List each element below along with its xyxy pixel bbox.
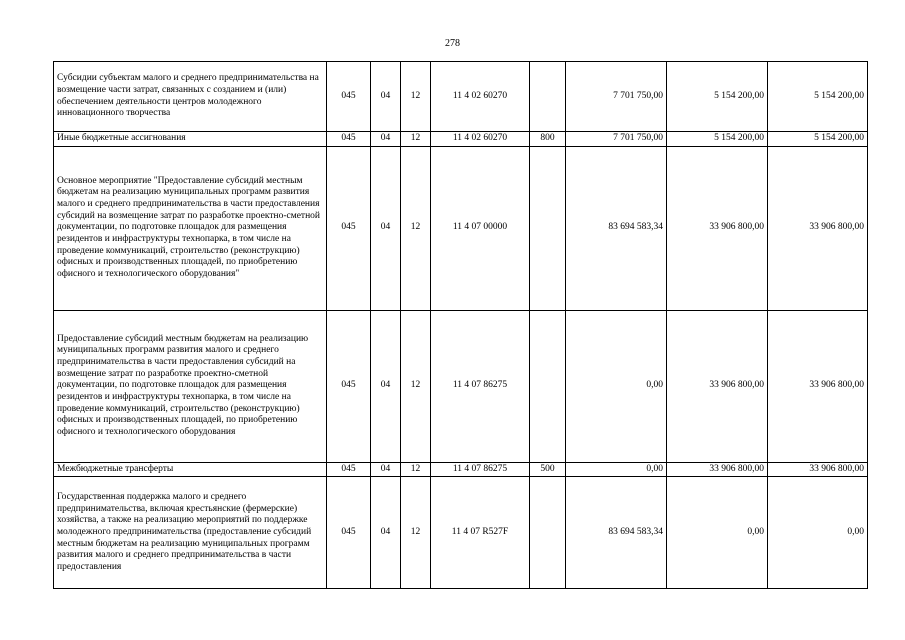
sum-year2-cell: 33 906 800,00 [667,462,768,477]
section-cell: 04 [371,462,401,477]
expense-type-cell: 800 [530,132,566,147]
section-cell: 04 [371,62,401,132]
sum-year1-cell: 0,00 [566,462,667,477]
sum-year3-cell: 33 906 800,00 [768,462,868,477]
sum-year3-cell: 5 154 200,00 [768,132,868,147]
sum-year2-cell: 5 154 200,00 [667,132,768,147]
sum-year1-cell: 83 694 583,34 [566,477,667,589]
section-cell: 04 [371,310,401,462]
ved-cell: 045 [327,62,371,132]
sum-year2-cell: 5 154 200,00 [667,62,768,132]
sum-year1-cell: 83 694 583,34 [566,146,667,310]
section-cell: 04 [371,477,401,589]
table-row [54,62,868,132]
target-article-cell: 11 4 07 00000 [431,146,530,310]
budget-table [53,61,868,589]
subsection-cell: 12 [401,477,431,589]
subsection-cell: 12 [401,132,431,147]
row-name-cell: Межбюджетные трансферты [54,462,327,477]
row-name-cell: Основное мероприятие "Предоставление субсидий местным бюджетам на реализацию муниципальных программ развития малого и среднего предпринимательства в части предоставления субсидий на возмещение затрат по разработке проектно-сметной документации, по подготовке площадок для размещения резидентов и инфраструктуры технопарка, в том числе на проведение коммуникаций, строительство (реконструкцию) офисных и производственных площадей, по приобретению офисного и технологического оборудования" [54,146,327,310]
row-name-cell: Субсидии субъектам малого и среднего предпринимательства на возмещение части затрат, связанных с созданием и (или) обеспечением деятельности центров молодежного инновационного творчества [54,62,327,132]
subsection-cell: 12 [401,62,431,132]
expense-type-cell [530,477,566,589]
target-article-cell: 11 4 02 60270 [431,62,530,132]
table-row [54,146,868,310]
sum-year2-cell: 33 906 800,00 [667,310,768,462]
sum-year3-cell: 33 906 800,00 [768,310,868,462]
ved-cell: 045 [327,310,371,462]
page-number: 278 [445,38,460,49]
expense-type-cell [530,146,566,310]
section-cell: 04 [371,132,401,147]
section-cell: 04 [371,146,401,310]
sum-year3-cell: 33 906 800,00 [768,146,868,310]
sum-year1-cell: 7 701 750,00 [566,62,667,132]
subsection-cell: 12 [401,146,431,310]
table-row [54,132,868,147]
table-row [54,310,868,462]
sum-year2-cell: 0,00 [667,477,768,589]
sum-year1-cell: 0,00 [566,310,667,462]
target-article-cell: 11 4 07 86275 [431,310,530,462]
expense-type-cell [530,62,566,132]
table-row [54,462,868,477]
sum-year3-cell: 5 154 200,00 [768,62,868,132]
ved-cell: 045 [327,477,371,589]
ved-cell: 045 [327,146,371,310]
target-article-cell: 11 4 07 86275 [431,462,530,477]
ved-cell: 045 [327,462,371,477]
target-article-cell: 11 4 02 60270 [431,132,530,147]
sum-year3-cell: 0,00 [768,477,868,589]
subsection-cell: 12 [401,462,431,477]
sum-year2-cell: 33 906 800,00 [667,146,768,310]
row-name-cell: Иные бюджетные ассигнования [54,132,327,147]
sum-year1-cell: 7 701 750,00 [566,132,667,147]
subsection-cell: 12 [401,310,431,462]
target-article-cell: 11 4 07 R527F [431,477,530,589]
expense-type-cell [530,310,566,462]
row-name-cell: Государственная поддержка малого и среднего предпринимательства, включая крестьянские (фермерские) хозяйства, а также на реализацию мероприятий по поддержке молодежного предпринимательства (предоставление субсидий местным бюджетам на реализацию муниципальных программ развития малого и среднего предпринимательства в части предоставления [54,477,327,589]
table-row [54,477,868,589]
expense-type-cell: 500 [530,462,566,477]
row-name-cell: Предоставление субсидий местным бюджетам на реализацию муниципальных программ развития малого и среднего предпринимательства в части предоставления субсидий на возмещение затрат по разработке проектно-сметной документации, по подготовке площадок для размещения резидентов и инфраструктуры технопарка, в том числе на проведение коммуникаций, строительство (реконструкцию) офисных и производственных площадей, по приобретению офисного и технологического оборудования [54,310,327,462]
ved-cell: 045 [327,132,371,147]
